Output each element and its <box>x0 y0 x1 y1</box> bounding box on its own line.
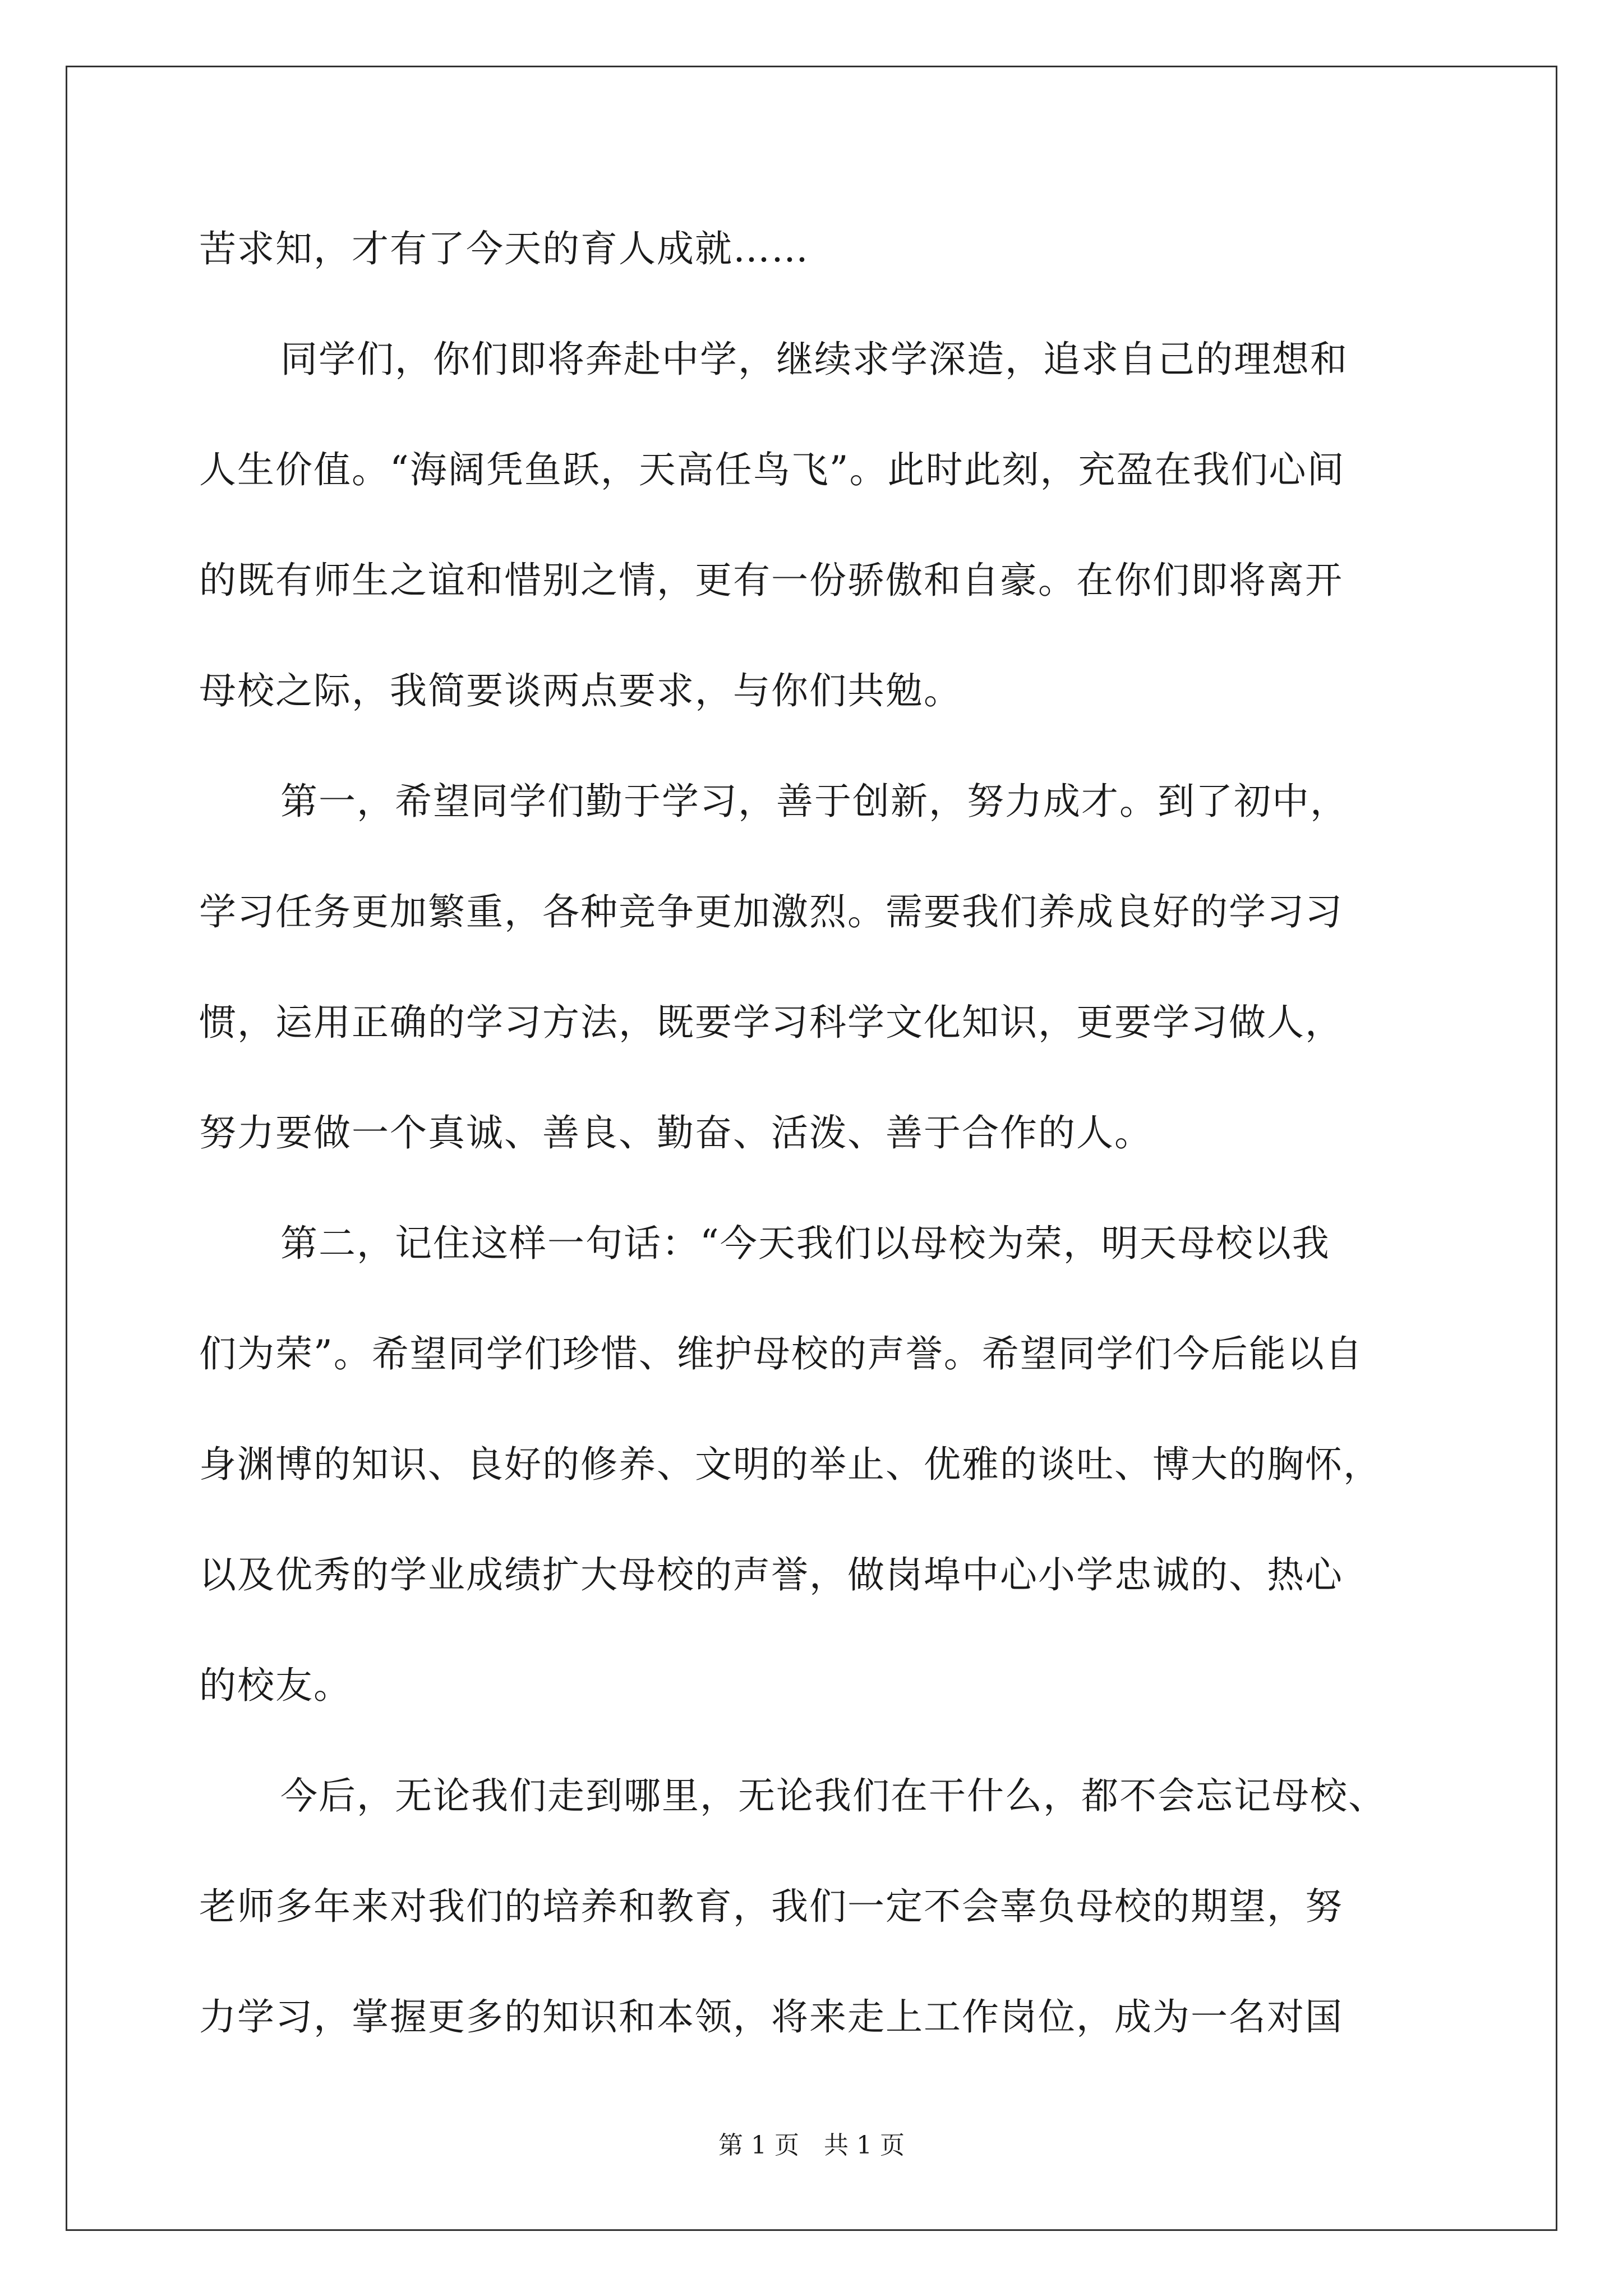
text-line: 第一，希望同学们勤于学习，善于创新，努力成才。到了初中， <box>280 780 1348 823</box>
text-line: 第二，记住这样一句话：“今天我们以母校为荣，明天母校以我 <box>280 1222 1330 1265</box>
text-line: 同学们，你们即将奔赴中学，继续求学深造，追求自己的理想和 <box>280 338 1348 381</box>
document-body <box>199 194 1438 2072</box>
page-number-footer: 第 1 页 共 1 页 <box>718 2131 905 2160</box>
text-line: 惯，运用正确的学习方法，既要学习科学文化知识，更要学习做人， <box>199 1001 1343 1044</box>
text-line: 努力要做一个真诚、善良、勤奋、活泼、善于合作的人。 <box>199 1111 1152 1154</box>
text-line: 今后，无论我们走到哪里，无论我们在干什么，都不会忘记母校、 <box>280 1774 1386 1818</box>
text-line: 的校友。 <box>199 1664 352 1707</box>
text-line: 苦求知，才有了今天的育人成就…… <box>199 227 809 270</box>
text-line: 母校之际，我简要谈两点要求，与你们共勉。 <box>199 669 962 712</box>
text-line: 人生价值。“海阔凭鱼跃，天高任鸟飞”。此时此刻，充盈在我们心间 <box>199 448 1345 491</box>
text-line: 们为荣”。希望同学们珍惜、维护母校的声誉。希望同学们今后能以自 <box>199 1332 1363 1375</box>
text-line: 的既有师生之谊和惜别之情，更有一份骄傲和自豪。在你们即将离开 <box>199 559 1343 602</box>
text-line: 学习任务更加繁重，各种竞争更加激烈。需要我们养成良好的学习习 <box>199 890 1343 933</box>
text-line: 力学习，掌握更多的知识和本领，将来走上工作岗位，成为一名对国 <box>199 1995 1343 2039</box>
text-line: 老师多年来对我们的培养和教育，我们一定不会辜负母校的期望，努 <box>199 1885 1343 1928</box>
text-line: 身渊博的知识、良好的修养、文明的举止、优雅的谈吐、博大的胸怀， <box>199 1443 1381 1486</box>
text-line: 以及优秀的学业成绩扩大母校的声誉，做岗埠中心小学忠诚的、热心 <box>199 1553 1343 1596</box>
